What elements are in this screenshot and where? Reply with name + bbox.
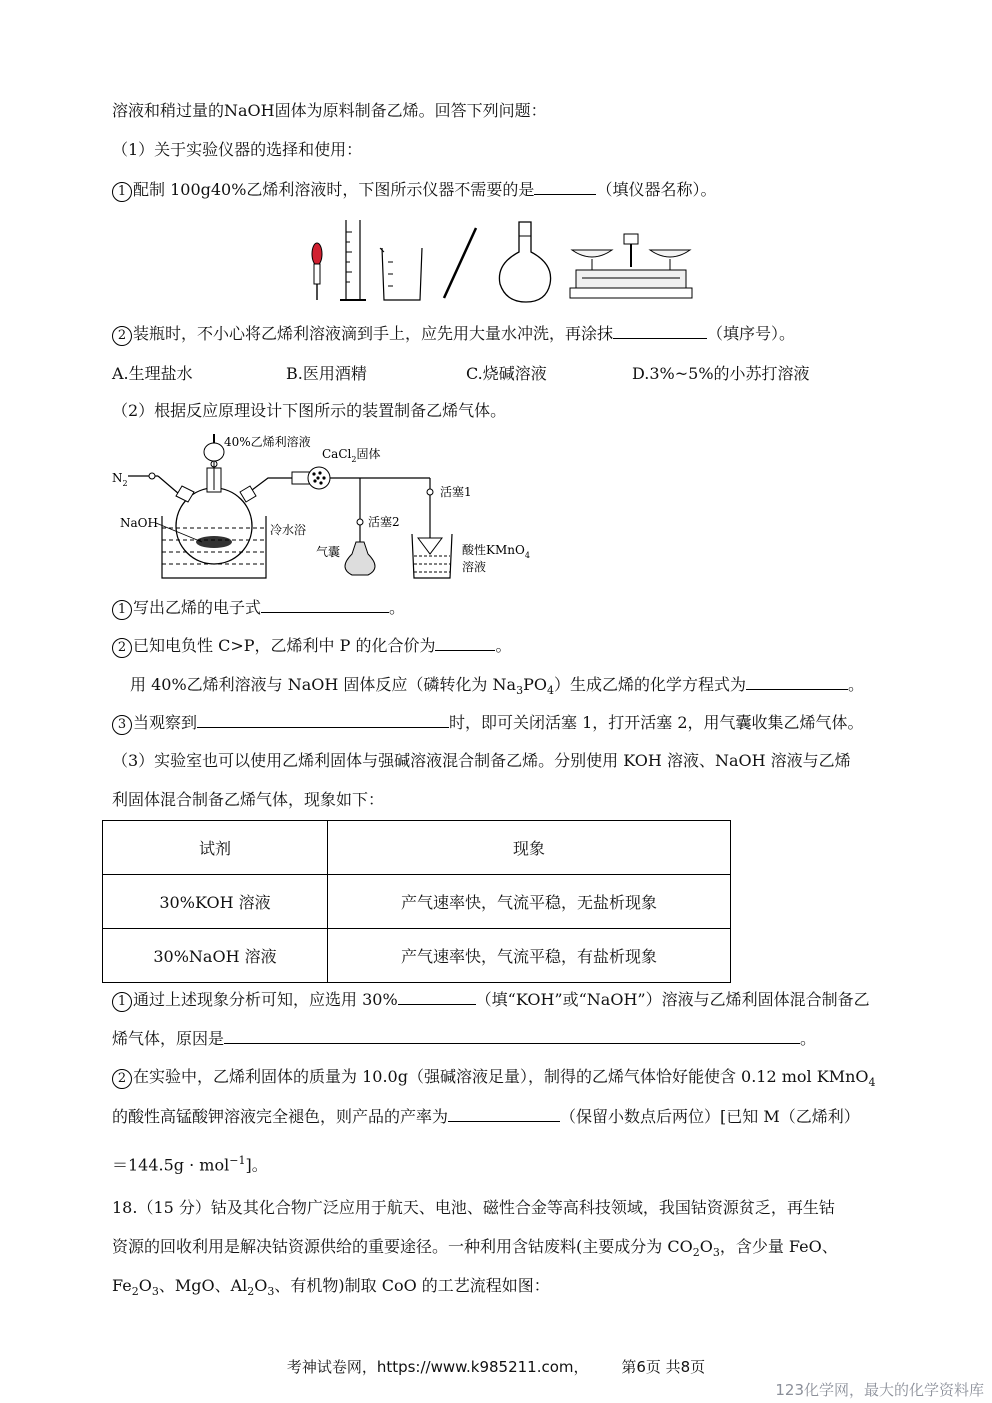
question-text: O xyxy=(699,1237,713,1256)
answer-blank[interactable] xyxy=(746,673,848,690)
question-text: 通过上述现象分析可知，应选用 30% xyxy=(133,990,398,1009)
question-3-2 xyxy=(112,1066,876,1094)
graduated-cylinder-icon xyxy=(340,220,366,300)
dropping-funnel xyxy=(204,443,224,461)
question-3-heading: （3）实验室也可以使用乙烯利固体与强碱溶液混合制备乙烯。分别使用 KOH 溶液、NaOH 溶液与乙烯 xyxy=(112,751,851,770)
question-3-1 xyxy=(112,988,870,1012)
answer-blank[interactable] xyxy=(448,1105,560,1122)
answer-blank[interactable] xyxy=(435,634,495,651)
option-a[interactable]: A.生理盐水 xyxy=(112,364,193,383)
question-text: 的酸性高锰酸钾溶液完全褪色，则产品的产率为 xyxy=(112,1107,449,1126)
question-text: 资源的回收利用是解决钴资源供给的重要途径。一种利用含钴废料(主要成分为 CO xyxy=(112,1237,693,1256)
balance-icon xyxy=(570,234,692,298)
question-text: 写出乙烯的电子式 xyxy=(133,598,262,617)
instruments-figure xyxy=(300,212,700,307)
table-header-row xyxy=(103,821,731,875)
option-c[interactable]: C.烧碱溶液 xyxy=(466,364,547,383)
question-text: 当观察到 xyxy=(133,713,198,732)
question-text: （填仪器名称）。 xyxy=(596,180,717,199)
table-cell: 产气速率快，气流平稳，无盐析现象 xyxy=(328,875,731,929)
superscript: −1 xyxy=(229,1154,246,1167)
table-row xyxy=(103,875,731,929)
question-text: 在实验中，乙烯利固体的质量为 10.0g（强碱溶液足量），制得的乙烯气体恰好能使含 0.12 mol KMnO xyxy=(133,1067,869,1086)
question-text: 、有机物)制取 CoO 的工艺流程如图： xyxy=(274,1276,550,1295)
circled-number: 2 xyxy=(112,1069,132,1089)
kmno4-label: 酸性KMnO$_4$ xyxy=(462,543,530,560)
text-line: 溶液和稍过量的NaOH固体为原料制备乙烯。回答下列问题： xyxy=(112,101,547,120)
circled-number: 1 xyxy=(112,992,132,1012)
question-1-heading: （1）关于实验仪器的选择和使用： xyxy=(112,140,363,159)
subscript: 3 xyxy=(712,1246,720,1260)
reagent-label: 40%乙烯利溶液 xyxy=(224,435,311,449)
cacl2-label: CaCl$_2$固体 xyxy=(322,447,381,464)
circled-number: 3 xyxy=(112,715,132,735)
question-1-2 xyxy=(112,322,795,346)
n2-label: $N_2$ xyxy=(112,471,128,488)
question-text: O xyxy=(138,1276,152,1295)
question-text: PO xyxy=(523,675,547,694)
subscript: 2 xyxy=(131,1285,139,1299)
question-text: 。 xyxy=(389,598,406,617)
question-text: （填序号）。 xyxy=(707,324,796,343)
answer-blank[interactable] xyxy=(534,178,596,195)
text-line xyxy=(112,1236,838,1264)
question-text: 用 40%乙烯利溶液与 NaOH 固体反应（磷转化为 Na xyxy=(130,675,517,694)
table-cell: 30%NaOH 溶液 xyxy=(103,929,328,983)
question-text: 已知电负性 C>P，乙烯利中 P 的化合价为 xyxy=(133,636,436,655)
question-text: （填“KOH”或“NaOH”）溶液与乙烯利固体混合制备乙 xyxy=(475,990,870,1009)
table-header: 试剂 xyxy=(103,821,328,875)
subscript: 3 xyxy=(516,684,524,698)
answer-blank[interactable] xyxy=(224,1027,800,1044)
volumetric-flask-icon xyxy=(499,222,550,302)
subscript: 4 xyxy=(546,684,554,698)
question-text: 时，即可关闭活塞 1，打开活塞 2，用气囊收集乙烯气体。 xyxy=(449,713,864,732)
text-line xyxy=(112,1275,550,1303)
page-number: 第6页 共8页 xyxy=(621,1358,706,1376)
question-2-2b xyxy=(130,673,864,702)
valve1-label: 活塞1 xyxy=(440,485,472,499)
option-d[interactable]: D.3%~5%的小苏打溶液 xyxy=(632,364,810,383)
text-line: 利固体混合制备乙烯气体，现象如下： xyxy=(112,790,385,809)
question-text: ＝144.5g · mol xyxy=(112,1155,230,1175)
answer-blank[interactable] xyxy=(197,711,449,728)
question-2-1 xyxy=(112,596,405,620)
circled-number: 1 xyxy=(112,600,132,620)
glass-rod-icon xyxy=(444,228,476,298)
question-text: O xyxy=(254,1276,268,1295)
question-3-1b xyxy=(112,1027,816,1050)
circled-number: 1 xyxy=(112,182,132,202)
question-2-heading: （2）根据反应原理设计下图所示的装置制备乙烯气体。 xyxy=(112,401,507,420)
question-text: 。 xyxy=(495,636,512,655)
subscript: 2 xyxy=(247,1285,255,1299)
subscript: 3 xyxy=(151,1285,159,1299)
naoh-label: NaOH xyxy=(120,516,158,530)
question-text: ，含少量 FeO、 xyxy=(719,1237,838,1256)
question-text: ]。 xyxy=(245,1155,268,1175)
kmno4-label-2: 溶液 xyxy=(462,560,487,574)
question-1-1 xyxy=(112,178,716,202)
question-2-3 xyxy=(112,711,864,735)
bath-label: 冷水浴 xyxy=(270,523,307,537)
question-18-heading: 18.（15 分）钴及其化合物广泛应用于航天、电池、磁性合金等高科技领域，我国钴资源贫乏，再生钴 xyxy=(112,1198,835,1217)
watermark: 123化学网，最大的化学资料库 xyxy=(775,1381,984,1399)
gas-bag xyxy=(345,542,375,575)
question-text: ）生成乙烯的化学方程式为 xyxy=(553,675,746,694)
answer-blank[interactable] xyxy=(261,596,389,613)
question-text: （保留小数点后两位）[已知 M（乙烯利） xyxy=(560,1107,860,1126)
circled-number: 2 xyxy=(112,326,132,346)
phenomena-table xyxy=(102,820,731,983)
question-3-2b xyxy=(112,1105,860,1128)
subscript: 3 xyxy=(267,1285,275,1299)
question-text: 配制 100g40%乙烯利溶液时，下图所示仪器不需要的是 xyxy=(133,180,535,199)
table-cell: 产气速率快，气流平稳，有盐析现象 xyxy=(328,929,731,983)
valve2-label: 活塞2 xyxy=(368,515,400,529)
dropper-icon xyxy=(312,243,322,300)
question-text: 、MgO、Al xyxy=(158,1276,248,1295)
question-text: 烯气体，原因是 xyxy=(112,1029,225,1048)
footer-link[interactable]: 考神试卷网，https://www.k985211.com， xyxy=(286,1358,589,1376)
circled-number: 2 xyxy=(112,638,132,658)
question-text: 。 xyxy=(800,1029,817,1048)
beaker-icon xyxy=(380,248,422,300)
question-text: 。 xyxy=(847,675,864,694)
question-3-2c xyxy=(112,1150,268,1176)
page-footer xyxy=(0,1356,992,1377)
subscript: 2 xyxy=(692,1246,700,1260)
table-header: 现象 xyxy=(328,821,731,875)
answer-blank[interactable] xyxy=(398,988,476,1005)
answer-blank[interactable] xyxy=(613,322,707,339)
subscript: 4 xyxy=(868,1076,876,1090)
question-text: 装瓶时，不小心将乙烯利溶液滴到手上，应先用大量水冲洗，再涂抹 xyxy=(133,324,614,343)
option-b[interactable]: B.医用酒精 xyxy=(286,364,367,383)
question-text: Fe xyxy=(112,1276,132,1295)
table-row xyxy=(103,929,731,983)
apparatus-diagram xyxy=(110,430,550,585)
bag-label: 气囊 xyxy=(316,545,341,559)
question-2-2 xyxy=(112,634,511,658)
table-cell: 30%KOH 溶液 xyxy=(103,875,328,929)
